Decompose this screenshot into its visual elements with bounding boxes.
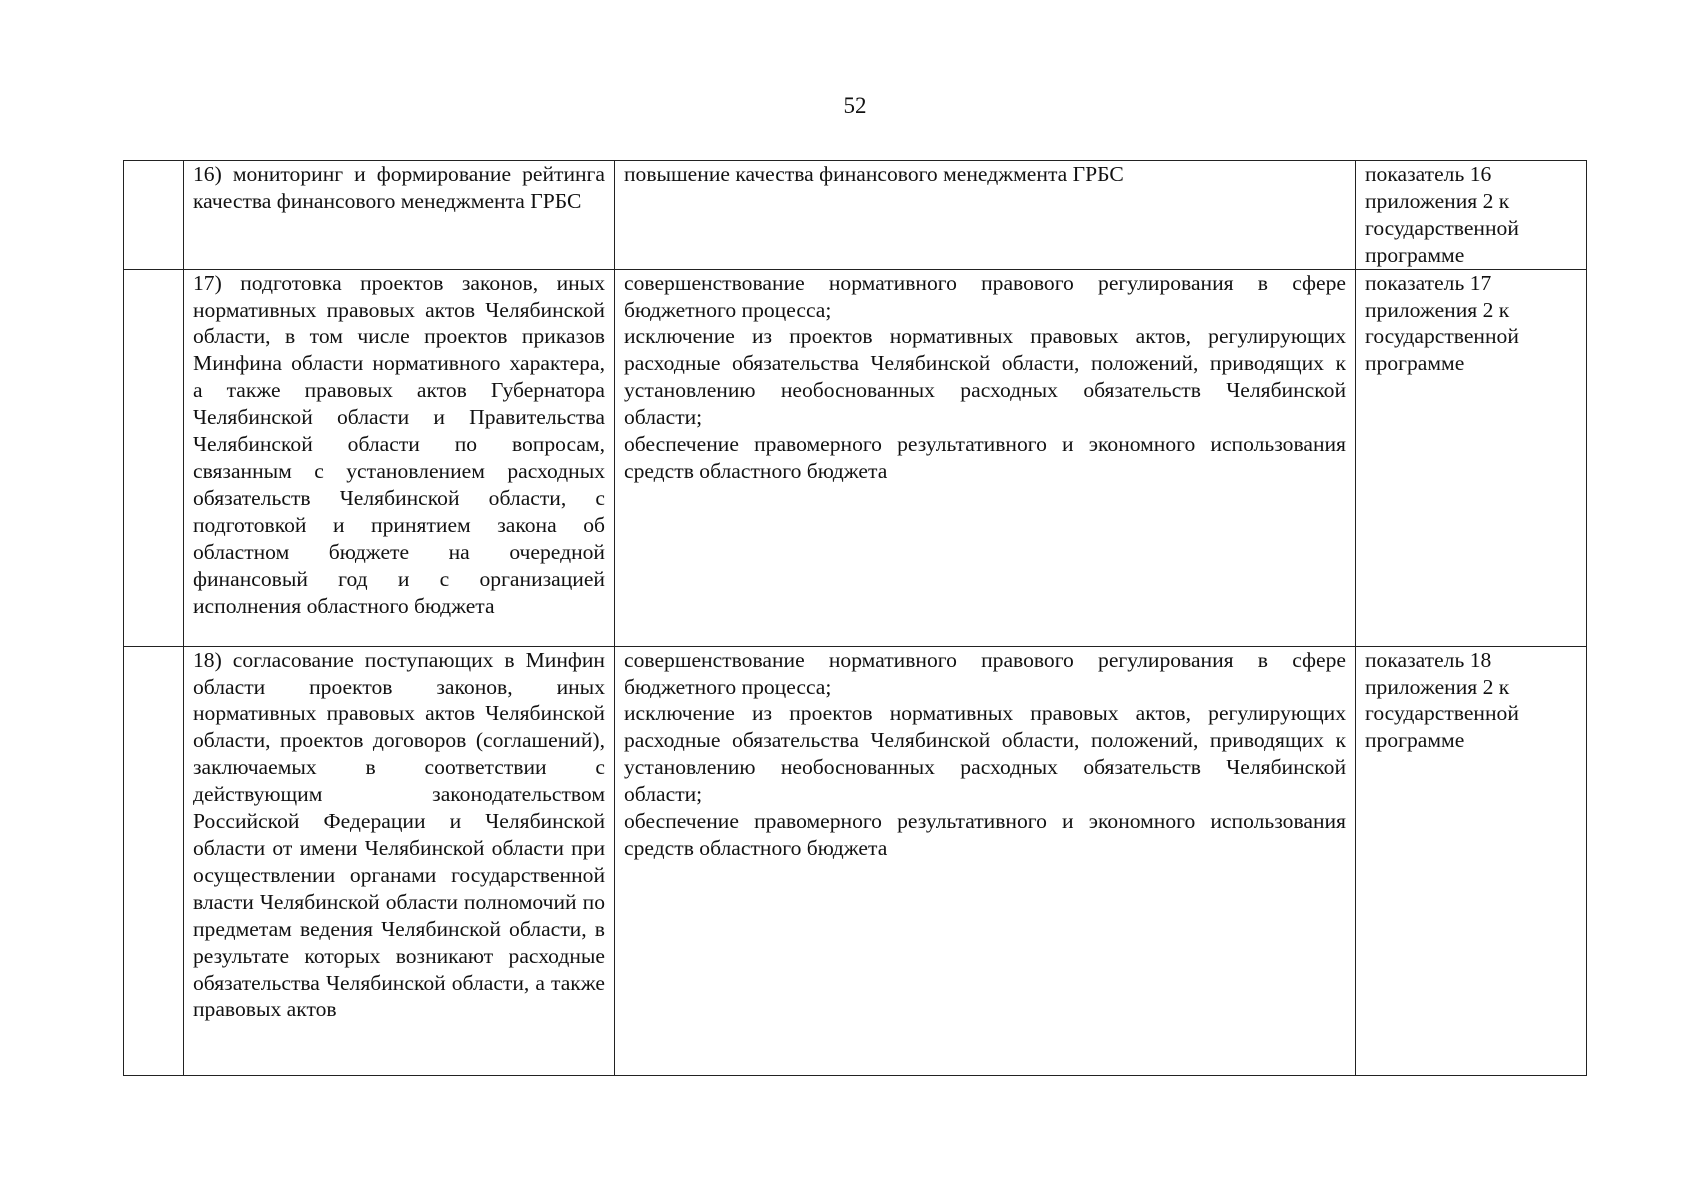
indicator-cell: показатель 16 приложения 2 к государственной программе (1356, 161, 1587, 270)
result-cell (615, 269, 1356, 646)
result-item: обеспечение правомерного результативного и экономного использования средств областного бюджета (624, 809, 1346, 860)
result-item: исключение из проектов нормативных правовых актов, регулирующих расходные обязательства Челябинской области, положений, приводящих к установлению необоснованных расходных обязательств Челябинской области; (624, 324, 1346, 430)
result-item: исключение из проектов нормативных правовых актов, регулирующих расходные обязательства Челябинской области, положений, приводящих к установлению необоснованных расходных обязательств Челябинской области; (624, 701, 1346, 807)
row-number-cell (124, 269, 184, 646)
action-cell: 17) подготовка проектов законов, иных нормативных правовых актов Челябинской области, в том числе проектов приказов Минфина области нормативного характера, а также правовых актов Губернатора Челябинской области и Правительства Челябинской области по вопросам, связанным с установлением расходных обязательств Челябинской области, с подготовкой и принятием закона об областном бюджете на очередной финансовый год и с организацией исполнения областного бюджета (184, 269, 615, 646)
page-number: 52 (843, 93, 867, 118)
action-cell: 16) мониторинг и формирование рейтинга качества финансового менеджмента ГРБС (184, 161, 615, 270)
result-item: повышение качества финансового менеджмента ГРБС (624, 162, 1124, 186)
table-row (124, 646, 1587, 1075)
table-row (124, 269, 1587, 646)
result-item: совершенствование нормативного правового регулирования в сфере бюджетного процесса; (624, 270, 1346, 322)
result-item: обеспечение правомерного результативного и экономного использования средств областного бюджета (624, 432, 1346, 483)
result-cell (615, 161, 1356, 270)
measures-table (123, 160, 1587, 1076)
row-number-cell (124, 161, 184, 270)
result-item: совершенствование нормативного правового регулирования в сфере бюджетного процесса; (624, 647, 1346, 699)
row-number-cell (124, 646, 184, 1075)
indicator-cell: показатель 18 приложения 2 к государственной программе (1356, 646, 1587, 1075)
indicator-cell: показатель 17 приложения 2 к государственной программе (1356, 269, 1587, 646)
table-row (124, 161, 1587, 270)
action-cell: 18) согласование поступающих в Минфин области проектов законов, иных нормативных правовых актов Челябинской области, проектов договоров (соглашений), заключаемых в соответствии с действующим законодательством Российской Федерации и Челябинской области от имени Челябинской области при осуществлении органами государственной власти Челябинской области полномочий по предметам ведения Челябинской области, в результате которых возникают расходные обязательства Челябинской области, а также правовых актов (184, 646, 615, 1075)
result-cell (615, 646, 1356, 1075)
